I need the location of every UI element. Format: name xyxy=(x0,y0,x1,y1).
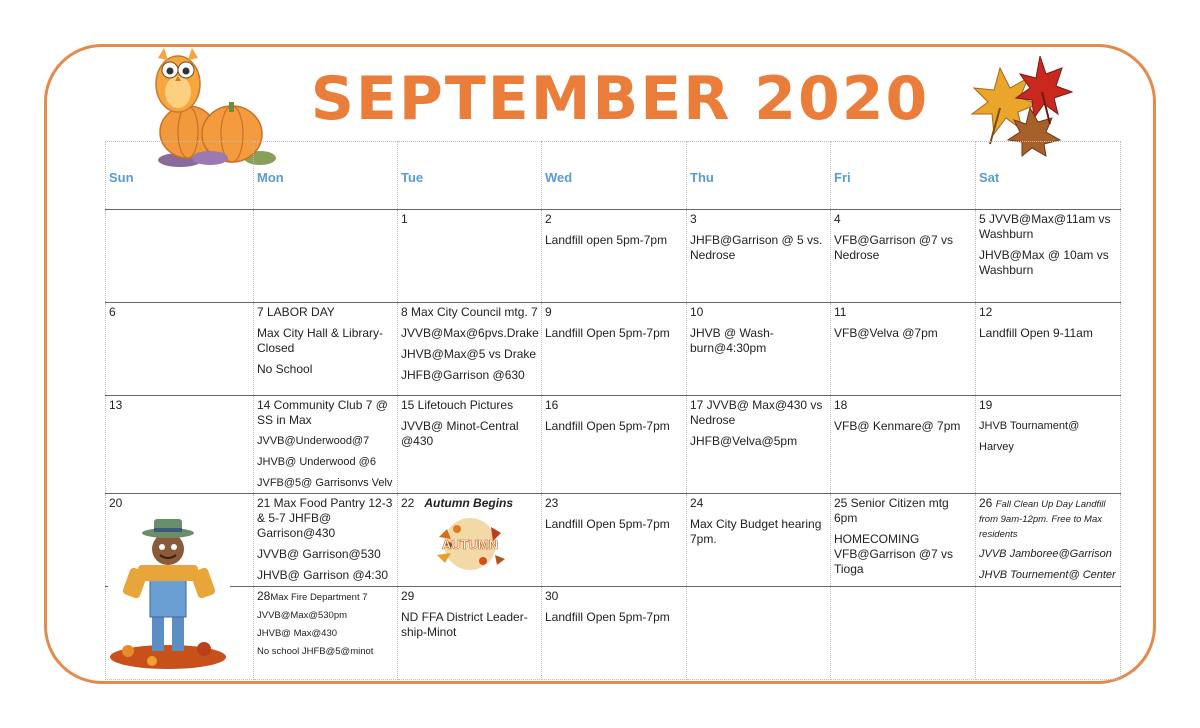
day-number: 22 xyxy=(401,496,415,510)
event-text: JHVB@ Underwood @6 xyxy=(257,456,376,468)
day-number: 1 xyxy=(401,212,408,226)
calendar-day-cell xyxy=(542,303,687,396)
calendar-day-cell xyxy=(254,303,398,396)
calendar-day-cell xyxy=(398,494,542,587)
day-number: 17 JVVB@ Max@430 vs Nedrose xyxy=(690,398,823,427)
day-number: 18 xyxy=(834,398,848,412)
event-text: JVVB@ Minot-Central @430 xyxy=(401,419,519,448)
day-number: 23 xyxy=(545,496,559,510)
calendar-day-cell xyxy=(398,210,542,303)
event-text: VFB@Velva @7pm xyxy=(834,326,938,340)
event-text: Landfill Open 9-11am xyxy=(979,326,1093,340)
event-text: Landfill Open 5pm-7pm xyxy=(545,517,670,531)
weekday-header-wed: Wed xyxy=(542,142,687,210)
weekday-header-fri: Fri xyxy=(831,142,976,210)
calendar-day-cell xyxy=(831,396,976,494)
day-number: 4 xyxy=(834,212,841,226)
day-number: 13 xyxy=(109,398,123,412)
event-text: JVVB@Underwood@7 xyxy=(257,435,370,447)
weekday-header-thu: Thu xyxy=(687,142,831,210)
day-number: 12 xyxy=(979,305,993,319)
autumn-badge-icon xyxy=(425,515,515,573)
event-text: VFB@Garrison @7 vs Nedrose xyxy=(834,233,954,262)
weekday-header-mon: Mon xyxy=(254,142,398,210)
calendar-day-cell xyxy=(976,494,1121,587)
day-number: 6 xyxy=(109,305,116,319)
event-text: No school JHFB@5@minot xyxy=(257,646,374,657)
day-number: 10 xyxy=(690,305,704,319)
weekday-header-tue: Tue xyxy=(398,142,542,210)
event-text: JHFB@Garrison @ 5 vs. Nedrose xyxy=(690,233,823,262)
event-text: ND FFA District Leader- ship-Minot xyxy=(401,610,528,639)
event-text: Max City Budget hearing 7pm. xyxy=(690,517,822,546)
day-number: 28 xyxy=(257,589,271,603)
event-text: JHVB@ Garrison @4:30 xyxy=(257,568,389,582)
day-number: 20 xyxy=(109,496,123,510)
event-text: JHVB@ Max@430 xyxy=(257,628,338,639)
weekday-header-sat: Sat xyxy=(976,142,1121,210)
scarecrow-icon xyxy=(108,515,230,670)
event-text: JHVB Tournement@ Center xyxy=(979,569,1116,581)
calendar-day-cell xyxy=(106,303,254,396)
autumn-badge-text: AUTUMN xyxy=(441,537,498,552)
event-text: JHVB @ Wash- burn@4:30pm xyxy=(690,326,774,355)
event-text: JVVB@Max@6pvs.Drake xyxy=(401,326,539,340)
event-text: No School xyxy=(257,362,313,376)
calendar-week xyxy=(106,210,1121,303)
day-number: 5 JVVB@Max@11am vs Washburn xyxy=(979,212,1111,241)
event-text: Fall Clean Up Day Landfill from 9am-12pm. Free to Max residents xyxy=(979,499,1106,540)
event-text: JHFB@Garrison @630 xyxy=(401,368,525,382)
day-number: 14 Community Club 7 @ SS in Max xyxy=(257,398,388,427)
day-number: 11 xyxy=(834,305,847,319)
event-text: Landfill Open 5pm-7pm xyxy=(545,419,670,433)
event-text: JHFB@Velva@5pm xyxy=(690,434,798,448)
event-text: JVVB@Max@530pm xyxy=(257,610,348,621)
event-text: HOMECOMING VFB@Garrison @7 vs Tioga xyxy=(834,532,954,576)
calendar-day-cell xyxy=(976,210,1121,303)
calendar-day-cell xyxy=(976,303,1121,396)
day-number: 24 xyxy=(690,496,704,510)
calendar-day-cell xyxy=(687,210,831,303)
day-number: 19 xyxy=(979,398,993,412)
calendar-week xyxy=(106,303,1121,396)
page-title: SEPTEMBER 2020 xyxy=(310,64,930,134)
event-text: Landfill Open 5pm-7pm xyxy=(545,326,670,340)
calendar-day-cell xyxy=(254,494,398,587)
calendar-day-cell xyxy=(687,587,831,680)
day-number: 7 LABOR DAY xyxy=(257,305,335,319)
day-number: 8 Max City Council mtg. 7 xyxy=(401,305,538,319)
day-number: 29 xyxy=(401,589,415,603)
calendar-day-cell xyxy=(254,587,398,680)
event-text: VFB@ Kenmare@ 7pm xyxy=(834,419,961,433)
calendar-day-cell xyxy=(542,210,687,303)
calendar-week xyxy=(106,494,1121,587)
calendar-day-cell xyxy=(542,396,687,494)
calendar-day-cell xyxy=(976,587,1121,680)
calendar-day-cell xyxy=(831,303,976,396)
event-text: JVVB Jamboree@Garrison xyxy=(979,548,1112,560)
calendar-day-cell xyxy=(831,210,976,303)
calendar-week xyxy=(106,396,1121,494)
calendar-day-cell xyxy=(542,587,687,680)
day-number: 16 xyxy=(545,398,559,412)
event-text: JHVB@Max @ 10am vs Washburn xyxy=(979,248,1109,277)
calendar-day-cell xyxy=(254,210,398,303)
day-number: 30 xyxy=(545,589,559,603)
calendar-day-cell xyxy=(542,494,687,587)
event-text: Max Fire Department 7 xyxy=(270,592,368,603)
calendar-day-cell xyxy=(398,303,542,396)
event-text: Autumn Begins xyxy=(424,496,514,510)
event-text: JVVB@ Garrison@530 xyxy=(257,547,381,561)
event-text: Landfill open 5pm-7pm xyxy=(545,233,668,247)
day-number: 15 Lifetouch Pictures xyxy=(401,398,514,412)
event-text: Max City Hall & Library- Closed xyxy=(257,326,384,355)
calendar-day-cell xyxy=(106,396,254,494)
day-number: 25 Senior Citizen mtg 6pm xyxy=(834,496,949,525)
day-number: 26 xyxy=(979,496,993,510)
day-number: 3 xyxy=(690,212,697,226)
calendar-day-cell xyxy=(687,494,831,587)
calendar-week xyxy=(106,587,1121,680)
calendar-day-cell xyxy=(831,587,976,680)
day-number: 9 xyxy=(545,305,552,319)
calendar-day-cell xyxy=(254,396,398,494)
calendar-day-cell xyxy=(398,587,542,680)
calendar-day-cell xyxy=(976,396,1121,494)
event-text: JHVB Tournament@ xyxy=(979,420,1080,432)
event-text: Harvey xyxy=(979,441,1014,453)
day-number: 21 Max Food Pantry 12-3 & 5-7 JHFB@ Garrison@430 xyxy=(257,496,393,540)
event-text: Landfill Open 5pm-7pm xyxy=(545,610,670,624)
calendar-day-cell xyxy=(106,210,254,303)
calendar-grid xyxy=(105,141,1121,680)
event-text: JVFB@5@ Garrisonvs Velv xyxy=(257,477,393,489)
day-number: 2 xyxy=(545,212,552,226)
calendar-day-cell xyxy=(831,494,976,587)
calendar-day-cell xyxy=(398,396,542,494)
weekday-header-sun: Sun xyxy=(106,142,254,210)
calendar-day-cell xyxy=(687,303,831,396)
event-text: JHVB@Max@5 vs Drake xyxy=(401,347,537,361)
calendar-day-cell xyxy=(687,396,831,494)
